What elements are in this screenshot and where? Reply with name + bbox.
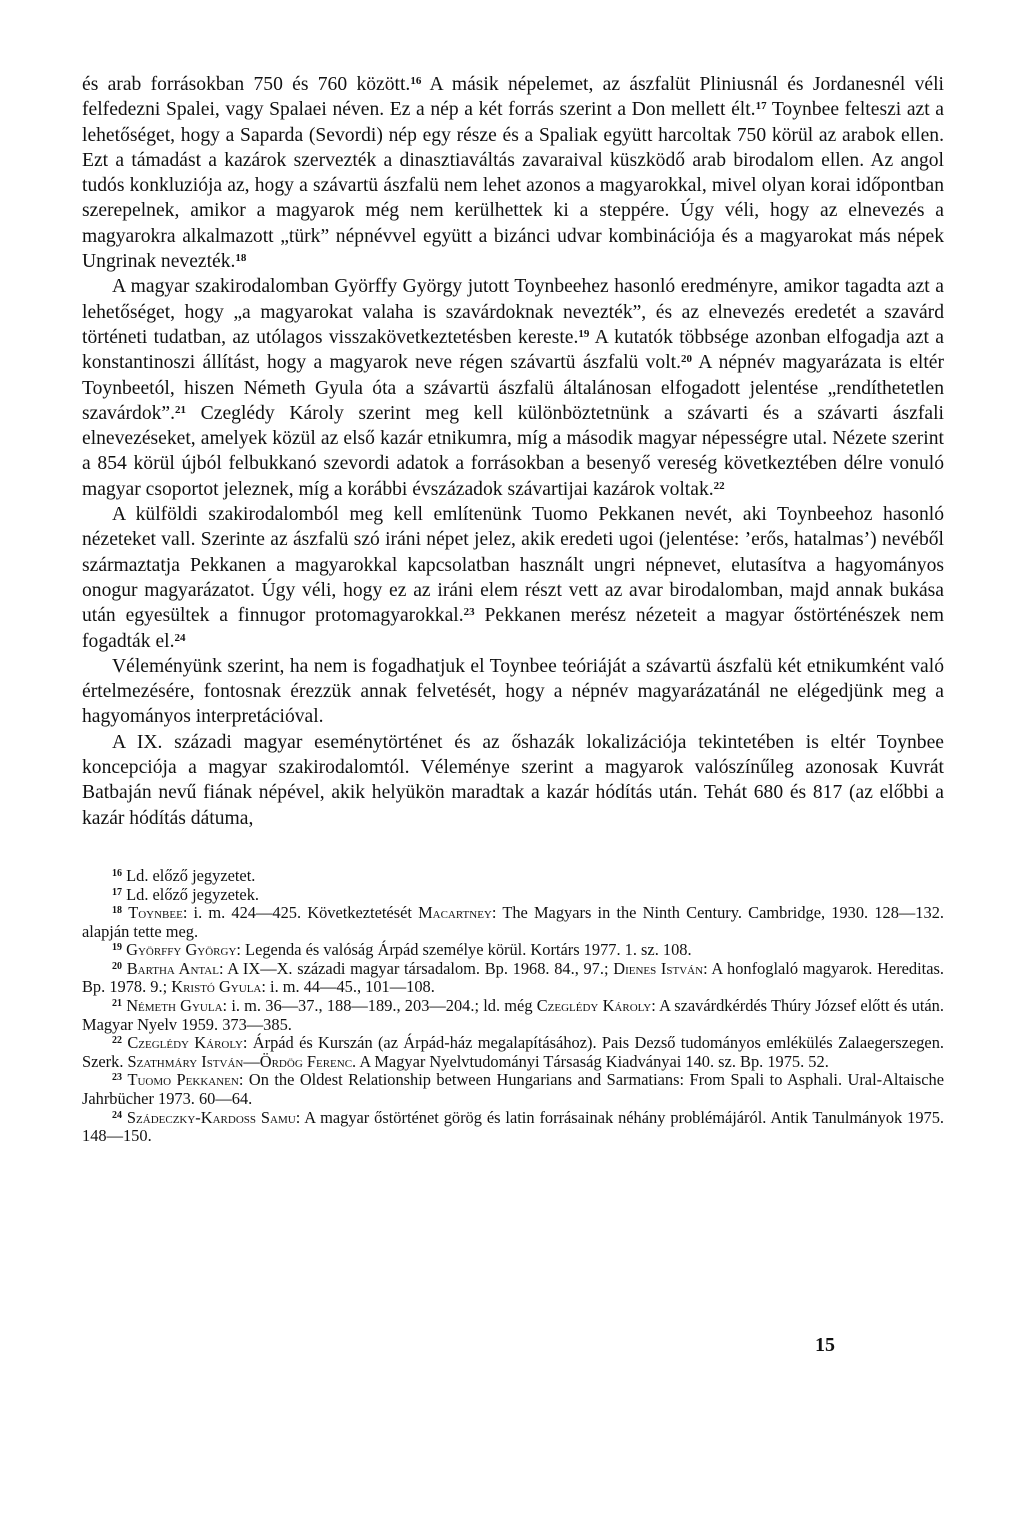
paragraph	[82, 72, 944, 274]
footnote	[82, 997, 944, 1034]
footnote-reference: 23	[463, 606, 475, 619]
text-run: : The Magyars in the Ninth Century. Cambridge, 1930. 128—132. alapján tette meg.	[82, 903, 944, 941]
text-run: és arab forrásokban 750 és 760 között.	[82, 74, 411, 95]
author-name: Czeglédy Károly	[127, 1033, 243, 1053]
footnote-reference: 20	[681, 353, 693, 366]
footnote-number: 16	[112, 867, 122, 879]
author-name: Szathmáry István—Ördög Ferenc	[127, 1051, 353, 1071]
author-name: Györffy György	[126, 940, 237, 960]
footnote-number: 21	[112, 998, 122, 1010]
text-run: : A szavárdkérdés Thúry József előtt és után. Magyar Nyelv 1959. 373—385.	[82, 996, 944, 1034]
footnote-number: 22	[112, 1035, 122, 1047]
author-name: Szádeczky-Kardoss Samu	[126, 1107, 296, 1127]
author-name: Kristó Gyula	[171, 977, 262, 997]
text-run: A IX. századi magyar eseménytörténet és az őshazák lokalizációja tekintetében is eltér Toynbee koncepciója a magyar szakirodalomtól. Véleménye szerint a magyarok valószínűleg azonosak Kuvrát Batbaján nevű fiának népével, akik helyükön maradtak a kazár hódítás után. Tehát 680 és 817 (az előbbi a kazár hódítás dátuma,	[82, 731, 944, 829]
text-run: : A magyar őstörténet görög és latin forrásainak néhány problémájáról. Antik Tanulmányok 1975. 148—150.	[82, 1107, 944, 1146]
text-run: . A Magyar Nyelvtudományi Társaság Kiadványai 140. sz. Bp. 1975. 52.	[352, 1051, 829, 1071]
paragraph	[82, 502, 944, 654]
author-name: Tuomo Pekkanen	[127, 1070, 239, 1090]
footnote-number: 18	[112, 905, 122, 917]
footnote	[82, 960, 944, 997]
text-run: : i. m. 424—425. Következtetését	[182, 903, 419, 923]
author-name: Dienes István	[613, 958, 704, 978]
footnote-reference: 18	[235, 252, 247, 265]
text-run: : Árpád és Kurszán (az Árpád-ház megalapításához). Pais Dezső tudományos emlékülés Zalaegerszegen. Szerk.	[82, 1033, 944, 1071]
author-name: Bartha Antal	[126, 958, 219, 978]
footnote-number: 19	[112, 942, 122, 954]
footnote	[82, 1034, 944, 1071]
footnote-number: 23	[112, 1072, 122, 1084]
text-run: Czeglédy Károly szerint meg kell különböztetnünk a szávarti és a szávarti ászfali elnevezéseket, amelyek közül az első kazár etnikumra, míg a második magyar népességre utal. Nézete szerint a 854 körül újból felbukkanó szevordi adatok a forrásokban a besenyő vereség következtében délre vonuló magyar csoportot jeleznek, míg a korábbi évszázadok szávartijai kazárok voltak.	[82, 402, 944, 500]
body-text	[82, 72, 944, 831]
footnote-number: 24	[112, 1109, 122, 1121]
footnote-reference: 22	[713, 479, 725, 492]
text-run: Pekkanen merész nézeteit a magyar őstörténészek nem fogadták el.	[82, 605, 944, 652]
text-run: Toynbee felteszi azt a lehetőséget, hogy a Saparda (Sevordi) nép egy része és a Spaliak együtt harcoltak 750 körül az arabok ellen. Ezt a támadást a kazárok szervezték a dinasztiaváltás zavaraival küszködő arab birodalom ellen. Az angol tudós konkluziója az, hogy a szávartü ászfalü nem lehet azonos a magyarokkal, mivel olyan korai időpontban szerepelnek, amikor a magyarok még nem kerülhettek ki a steppére. Úgy véli, hogy az elnevezés a magyarokra alkalmazott „türk” népnévvel együtt a bizánci udvar kombinációja és a magyarokat más népek Ungrinak nevezték.	[82, 99, 944, 273]
text-run: : On the Oldest Relationship between Hungarians and Sarmatians: From Spali to Asphali. Ural-Altaische Jahrbücher 1973. 60—64.	[82, 1070, 944, 1109]
paragraph	[82, 274, 944, 502]
author-name: Czeglédy Károly	[536, 996, 652, 1016]
text-run: A külföldi szakirodalomból meg kell említenünk Tuomo Pekkanen nevét, aki Toynbeehoz hasonló nézeteket vall. Szerinte az ászfalü szó iráni népet jelez, akik eredeti ugoi (jelentése: ’erős, hatalmas’) nevéből származtatja Pekkanen a magyarokkal kapcsolatban használt ungri népnevet, elutasítva a hagyományos onogur magyarázatot. Úgy véli, hogy ez az iráni elem részt vett az avar birodalomban, majd annak bukása után egyesültek a finnugor protomagyarokkal.	[82, 504, 944, 627]
footnote	[82, 1071, 944, 1108]
author-name: Macartney	[418, 903, 492, 923]
footnote	[82, 1109, 944, 1146]
footnote-reference: 24	[174, 631, 186, 644]
text-run: : i. m. 44—45., 101—108.	[261, 977, 435, 997]
footnote	[82, 941, 944, 960]
text-run: A másik népelemet, az ászfalüt Pliniusnál és Jordanesnél véli felfedezni Spalei, vagy Spalaei néven. Ez a nép a két forrás szerint a Don mellett élt.	[82, 74, 944, 121]
footnote	[82, 904, 944, 941]
page-content	[82, 72, 944, 1146]
text-run: Véleményünk szerint, ha nem is fogadhatjuk el Toynbee teóriáját a szávartü ászfalü két etnikumként való értelmezésére, fontosnak érezzük annak felvetését, hogy a népnév magyarázatánál ne elégedjünk meg a hagyományos interpretációval.	[82, 655, 944, 728]
footnote-reference: 21	[175, 403, 187, 416]
text-run: A kutatók többsége azonban elfogadja azt a konstantinoszi állítást, hogy a magyarok neve régen szávartü ászfalü volt.	[82, 326, 944, 374]
text-run: Ld. előző jegyzetet.	[126, 865, 256, 885]
text-run: A népnév magyarázata is eltér Toynbeetól, hiszen Németh Gyula óta a szávartü ászfalü általánosan elfogadott jelentése „rendíthetetlen szavárdok”.	[82, 352, 944, 424]
paragraph	[82, 654, 944, 730]
author-name: Toynbee	[128, 903, 183, 923]
text-run: : A honfoglaló magyarok. Hereditas. Bp. 1978. 9.;	[82, 958, 944, 997]
footnote	[82, 867, 944, 886]
footnotes	[82, 867, 944, 1146]
text-run: A magyar szakirodalomban Györffy György jutott Toynbeehez hasonló eredményre, amikor tagadta azt a lehetőséget, hogy „a magyarokat valaha is szavárdoknak nevezték”, és az elnevezés eredetét a szavárd történeti tudatban, az utólagos visszakövetkeztetésben kereste.	[82, 276, 944, 348]
paragraph	[82, 730, 944, 831]
author-name: Németh Gyula	[126, 996, 223, 1016]
text-run: : A IX—X. századi magyar társadalom. Bp. 1968. 84., 97.;	[218, 958, 614, 978]
footnote-number: 17	[112, 886, 122, 898]
footnote-number: 20	[112, 960, 122, 972]
text-run: : Legenda és valóság Árpád személye körül. Kortárs 1977. 1. sz. 108.	[236, 940, 692, 960]
footnote-reference: 19	[578, 327, 590, 340]
footnote-reference: 17	[755, 100, 767, 113]
page-number: 15	[815, 1334, 835, 1356]
footnote	[82, 886, 944, 905]
text-run: : i. m. 36—37., 188—189., 203—204.; ld. még	[222, 996, 537, 1016]
footnote-reference: 16	[410, 75, 422, 87]
text-run: Ld. előző jegyzetek.	[126, 884, 259, 904]
